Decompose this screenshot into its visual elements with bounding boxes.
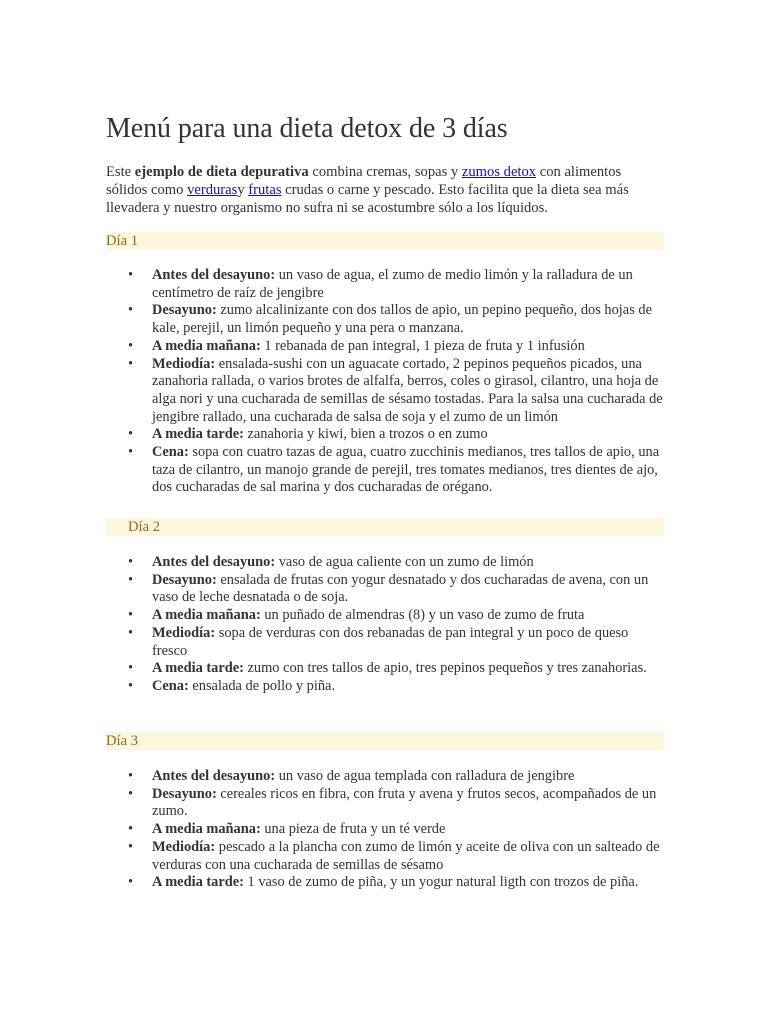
list-item bbox=[106, 821, 666, 839]
meal-text: ensalada de pollo y piña. bbox=[188, 677, 336, 694]
verduras-link[interactable]: verduras bbox=[187, 182, 238, 198]
list-item bbox=[106, 444, 666, 497]
list-item bbox=[106, 607, 666, 625]
meal-text: pescado a la plancha con zumo de limón y aceite de oliva con un salteado de verduras con una cucharada de semillas de sésamo bbox=[152, 838, 660, 873]
meal-label: A media tarde: bbox=[152, 426, 244, 443]
meal-label: Desayuno: bbox=[152, 785, 217, 802]
intro-text: combina cremas, sopas y bbox=[308, 164, 462, 180]
day-1-header bbox=[106, 232, 664, 250]
list-item bbox=[106, 786, 666, 821]
day-1-meal-list bbox=[106, 267, 666, 497]
day-2-header bbox=[106, 518, 664, 536]
list-item bbox=[106, 768, 666, 786]
meal-label: Cena: bbox=[152, 444, 189, 461]
meal-text: vaso de agua caliente con un zumo de limón bbox=[275, 554, 534, 570]
meal-label: A media tarde: bbox=[152, 874, 244, 891]
page-title: Menú para una dieta detox de 3 días bbox=[106, 113, 508, 144]
list-item bbox=[106, 660, 666, 678]
meal-text: 1 vaso de zumo de piña, y un yogur natural ligth con trozos de piña. bbox=[243, 874, 639, 891]
meal-label: A media tarde: bbox=[152, 660, 244, 677]
day-2-meal-list bbox=[106, 554, 666, 696]
day-2-label: Día 2 bbox=[128, 519, 161, 535]
intro-paragraph bbox=[106, 163, 666, 217]
list-item bbox=[106, 338, 666, 356]
meal-text: un vaso de agua templada con ralladura de jengibre bbox=[275, 768, 575, 784]
list-item bbox=[106, 839, 666, 874]
intro-text: crudas o carne y pescado. Esto facilita que la dieta sea más llevadera y nuestro organismo no sufra ni se acostumbre sólo a los líquidos. bbox=[106, 182, 629, 216]
meal-label: A media mañana: bbox=[152, 607, 261, 624]
meal-text: zanahoria y kiwi, bien a trozos o en zumo bbox=[243, 426, 488, 443]
meal-text: zumo con tres tallos de apio, tres pepinos pequeños y tres zanahorias. bbox=[243, 660, 647, 677]
list-item bbox=[106, 625, 666, 660]
intro-bold-text: ejemplo de dieta depurativa bbox=[134, 164, 309, 180]
meal-text: ensalada-sushi con un aguacate cortado, 2 pepinos pequeños picados, una zanahoria rallada, o varios brotes de alfalfa, berros, coles o girasol, cilantro, una hoja de alga nori y una cucharada de semillas de sésamo tostadas. Para la salsa una cucharada de jengibre rallado, una cucharada de salsa de soja y el zumo de un limón bbox=[152, 355, 663, 425]
intro-text: con alimentos sólidos como bbox=[106, 164, 622, 198]
meal-text: sopa de verduras con dos rebanadas de pan integral y un poco de queso fresco bbox=[152, 624, 629, 659]
meal-text: cereales ricos en fibra, con fruta y avena y frutos secos, acompañados de un zumo. bbox=[152, 785, 657, 820]
meal-text: zumo alcalinizante con dos tallos de apio, un pepino pequeño, dos hojas de kale, perejil, un limón pequeño y una pera o manzana. bbox=[152, 302, 652, 337]
meal-label: Mediodía: bbox=[152, 355, 216, 372]
meal-label: Antes del desayuno: bbox=[152, 554, 276, 570]
meal-label: A media mañana: bbox=[152, 821, 261, 838]
meal-text: una pieza de fruta y un té verde bbox=[260, 821, 446, 838]
meal-text: 1 rebanada de pan integral, 1 pieza de fruta y 1 infusión bbox=[260, 337, 585, 354]
meal-label: A media mañana: bbox=[152, 337, 261, 354]
meal-label: Cena: bbox=[152, 677, 189, 694]
list-item bbox=[106, 356, 666, 427]
zumos-detox-link[interactable]: zumos detox bbox=[461, 164, 537, 180]
meal-text: ensalada de frutas con yogur desnatado y dos cucharadas de avena, con un vaso de leche desnatada o de soja. bbox=[152, 571, 649, 606]
list-item bbox=[106, 874, 666, 892]
list-item bbox=[106, 554, 666, 572]
frutas-link[interactable]: frutas bbox=[248, 182, 282, 198]
meal-label: Desayuno: bbox=[152, 571, 217, 588]
list-item bbox=[106, 267, 666, 302]
meal-label: Desayuno: bbox=[152, 302, 217, 319]
list-item bbox=[106, 302, 666, 337]
day-1-label: Día 1 bbox=[106, 233, 139, 249]
meal-text: un puñado de almendras (8) y un vaso de zumo de fruta bbox=[260, 607, 585, 624]
intro-text: Este bbox=[106, 164, 135, 180]
meal-label: Mediodía: bbox=[152, 624, 216, 641]
list-item bbox=[106, 678, 666, 696]
meal-text: sopa con cuatro tazas de agua, cuatro zucchinis medianos, tres tallos de apio, una taza de cilantro, un manojo grande de perejil, tres tomates medianos, tres dientes de ajo, dos cucharadas de sal marina y dos cucharadas de orégano. bbox=[152, 444, 660, 496]
list-item bbox=[106, 426, 666, 444]
day-3-header bbox=[106, 732, 664, 750]
day-3-meal-list bbox=[106, 768, 666, 892]
list-item bbox=[106, 572, 666, 607]
meal-label: Antes del desayuno: bbox=[152, 768, 276, 784]
meal-label: Antes del desayuno: bbox=[152, 267, 276, 283]
meal-label: Mediodía: bbox=[152, 838, 216, 855]
intro-text: y bbox=[237, 182, 249, 198]
day-3-label: Día 3 bbox=[106, 733, 139, 749]
meal-text: un vaso de agua, el zumo de medio limón y la ralladura de un centímetro de raíz de jengibre bbox=[152, 267, 633, 301]
